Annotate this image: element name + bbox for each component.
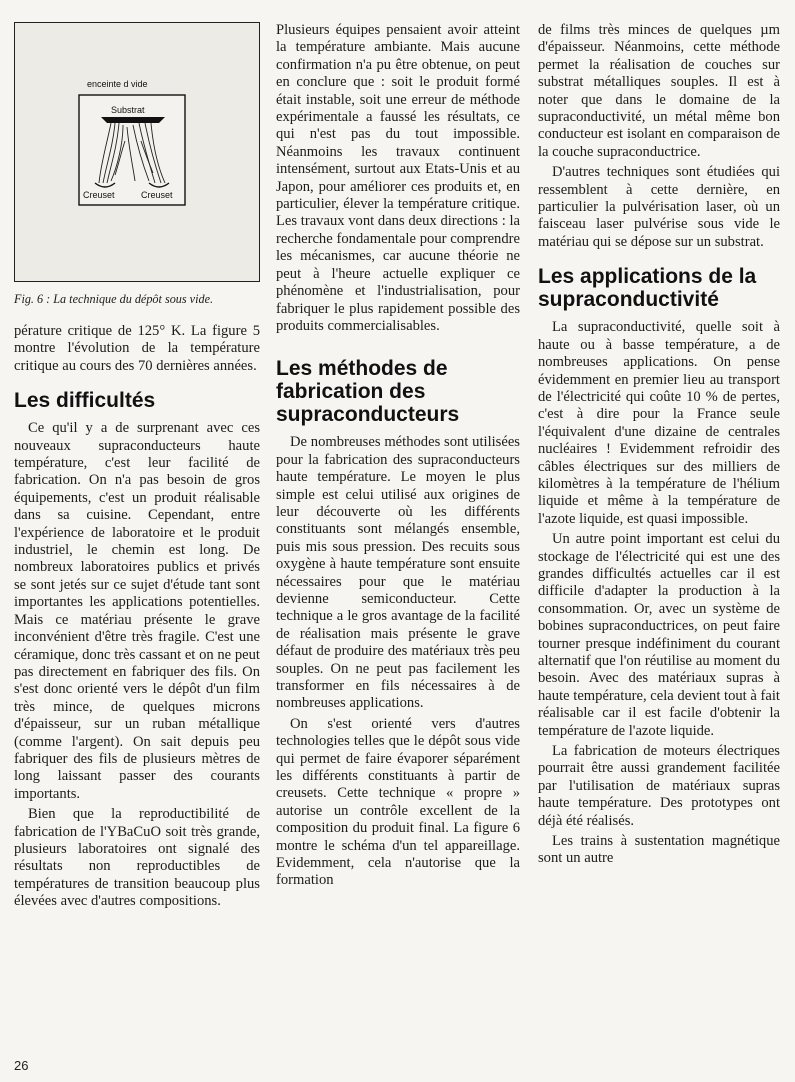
paragraph: pérature critique de 125° K. La figure 5 montre l'évolution de la température critique au cours des 70 dernières années.	[14, 323, 260, 374]
page-number: 26	[14, 1058, 29, 1073]
paragraph: de films très minces de quelques µm d'épaisseur. Néanmoins, cette méthode permet la réalisation de couches sur substrat métalliques souples. Il est à noter que dans le domaine de la supraconductivité, un métal même bon conducteur est isolant en comparaison de la couche supraconductrice.	[538, 22, 780, 160]
vacuum-deposition-diagram	[15, 23, 259, 281]
paragraph: La fabrication de moteurs électriques pourrait être aussi grandement facilitée par l'utilisation de matériaux supras haute température. Des prototypes ont déjà été réalisés.	[538, 743, 780, 829]
label-enclosure: enceinte d vide	[87, 79, 148, 89]
paragraph: On s'est orienté vers d'autres technologies telles que le dépôt sous vide qui permet de faire évaporer séparément les différents constituants à partir de creusets. Cette technique « propre » autorise un contrôle excellent de la composition du produit final. La figure 6 montre le schéma d'un tel appareillage. Evidemment, cela n'autorise que la formation	[276, 715, 520, 889]
paragraph: Ce qu'il y a de surprenant avec ces nouveaux supraconducteurs haute température, c'est leur facilité de fabrication. On n'a pas besoin de gros équipements, c'est un produit réalisable dans sa cuisine. Cependant, entre l'expérience de laboratoire et le produit industriel, le chemin est long. De nombreux laboratoires publics et privés se sont jetés sur ce sujet d'étude tant sont importantes les applications potentielles. Mais ce matériau présente le grave inconvénient d'être très fragile. C'est une céramique, donc très cassant et on ne peut pas directement en fabriquer des fils. On s'est donc orienté vers le dépôt d'un film très mince, de quelques microns d'épaisseur, sur un ruban métallique (comme l'argent). On sait depuis peu fabriquer des fils de plusieurs mètres de long laissant passer des courants importants.	[14, 420, 260, 802]
paragraph: D'autres techniques sont étudiées qui ressemblent à cette dernière, en particulier la pulvérisation laser, où un faisceau laser pulvérise sous vide le matériau qui se dépose sur un substrat.	[538, 164, 780, 250]
section-heading-applications: Les applications de la supraconductivité	[538, 265, 757, 312]
paragraph: Un autre point important est celui du stockage de l'électricité qui est une des grandes difficultés actuelles car il est difficile d'adapter la production à la consommation. Or, avec un système de bobines supraconductrices, on peut faire tourner presque indéfiniment du courant alternatif que l'on réutilise au moment du besoin. Avec des matériaux supras à haute température, cela devient tout à fait réalisable car il est facile d'obtenir la température de l'azote liquide.	[538, 531, 780, 739]
column-3	[538, 22, 780, 871]
column-1	[14, 22, 260, 914]
paragraph: Plusieurs équipes pensaient avoir atteint la température ambiante. Mais aucune confirmation n'a pu être obtenue, on peut en conclure que : soit le produit formé était instable, soit une erreur de méthode expérimentale a faussé les résultats, ce qui n'est pas du tout impossible. Néanmoins les travaux continuent intensément, surtout aux Etats-Unis et au Japon, pour améliorer ces produits et, en particulier, élever la température critique. Les travaux vont dans deux directions : la recherche fondamentale pour comprendre les mécanismes, car aucune théorie ne peut à l'heure actuelle expliquer ce phénomène et l'industrialisation, pour fabriquer le plus rapidement possible des produits commercialisables.	[276, 22, 520, 334]
paragraph: De nombreuses méthodes sont utilisées pour la fabrication des supraconducteurs haute température. Le moyen le plus simple est celui utilisé aux origines de leur découverte où les différents constituants sont mélangés ensemble, puis mis sous pression. Des recuits sous oxygène à haute température sont ensuite nécessaires pour que le matériau devienne semiconducteur. Cette technique a le gros avantage de la facilité de réalisation mais présente le grave défaut de produire des matériaux très peu souples. On ne peut pas facilement les transformer en fils nécessaires à de nombreuses applications.	[276, 434, 520, 712]
section-heading-methods: Les méthodes de fabrication des supraconducteurs	[276, 357, 460, 427]
figure-caption: Fig. 6 : La technique du dépôt sous vide.	[14, 292, 214, 306]
paragraph: La supraconductivité, quelle soit à haute ou à basse température, a de nombreuses applications. On pense évidemment en premier lieu au transport de l'électricité qui coûte 10 % de pertes, c'est à dire pour la France seule l'équivalent d'une dizaine de centrales nucléaires ! Evidemment refroidir des câbles électriques sur des milliers de kilomètres à la température de l'hélium liquide et même à la température de l'azote liquide, est quasi impossible.	[538, 319, 780, 527]
paragraph: Bien que la reproductibilité de fabrication de l'YBaCuO soit très grande, plusieurs laboratoires ont signalé des résultats non reproductibles de températures de transition beaucoup plus élevées avec d'autres compositions.	[14, 806, 260, 910]
label-crucible-left: Creuset	[83, 190, 115, 200]
column-2	[276, 22, 520, 893]
section-heading-difficulties: Les difficultés	[14, 389, 156, 413]
paragraph: Les trains à sustentation magnétique sont un autre	[538, 833, 780, 867]
label-crucible-right: Creuset	[141, 190, 173, 200]
figure-6-diagram	[14, 22, 260, 282]
label-substrate: Substrat	[111, 105, 145, 115]
